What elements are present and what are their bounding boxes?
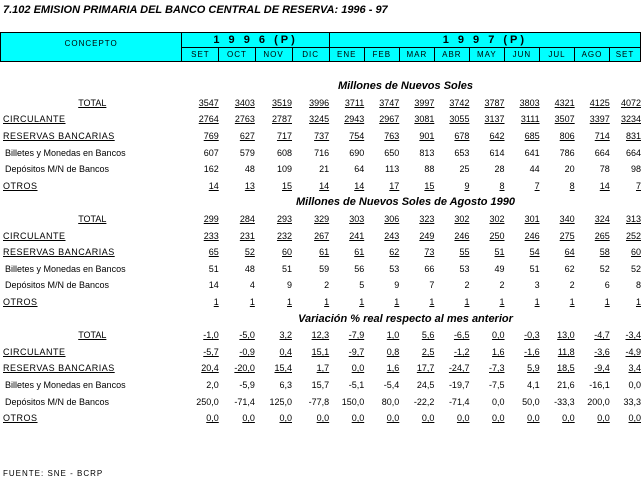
cell-value: 5,9	[527, 363, 540, 374]
cell-value: 56	[354, 263, 365, 274]
year-1996-header: 1 9 9 6 (P)	[182, 33, 329, 48]
cell-value: 2763	[234, 114, 255, 125]
cell-value: 650	[384, 147, 400, 158]
cell-value: 2787	[271, 114, 292, 125]
cell-value: 231	[239, 230, 255, 241]
cell-value: 3997	[414, 97, 435, 108]
cell-value: 3787	[484, 97, 505, 108]
cell-value: 2967	[379, 114, 400, 125]
cell-value: -7,5	[489, 379, 505, 390]
cell-value: 250	[489, 230, 505, 241]
cell-value: 0,0	[206, 413, 219, 424]
cell-value: 0,4	[279, 346, 292, 357]
cell-value: 3507	[554, 114, 575, 125]
cell-value: 3403	[234, 97, 255, 108]
cell-value: 52	[599, 263, 610, 274]
row-label: RESERVAS BANCARIAS	[3, 131, 115, 142]
cell-value: -77,8	[308, 396, 330, 407]
cell-value: 14	[208, 280, 219, 291]
cell-value: 49	[494, 263, 505, 274]
cell-value: 3081	[414, 114, 435, 125]
cell-value: -5,0	[239, 330, 255, 341]
cell-value: 8	[635, 280, 641, 291]
month-header: FEB	[364, 48, 399, 62]
cell-value: 64	[564, 247, 575, 258]
cell-value: 7	[635, 180, 641, 191]
table-row	[0, 410, 641, 427]
cell-value: 786	[559, 147, 575, 158]
cell-value: 2	[464, 280, 470, 291]
cell-value: 21,6	[557, 379, 575, 390]
cell-value: 98	[630, 164, 641, 175]
cell-value: 0,0	[242, 413, 255, 424]
month-header: NOV	[255, 48, 292, 62]
cell-value: 607	[203, 147, 219, 158]
cell-value: 1	[249, 297, 255, 308]
cell-value: 302	[454, 214, 470, 225]
cell-value: 59	[319, 263, 330, 274]
cell-value: 246	[524, 230, 540, 241]
month-header: MAR	[399, 48, 434, 62]
cell-value: 3519	[271, 97, 292, 108]
month-header: MAY	[469, 48, 504, 62]
cell-value: -71,4	[234, 396, 255, 407]
cell-value: -5,9	[239, 379, 255, 390]
cell-value: 4	[249, 280, 255, 291]
cell-value: 301	[524, 214, 540, 225]
cell-value: 717	[276, 131, 292, 142]
cell-value: 7	[429, 280, 435, 291]
cell-value: 249	[419, 230, 435, 241]
cell-value: 5,6	[421, 330, 435, 341]
cell-value: 0,0	[562, 413, 575, 424]
month-header: SET	[610, 48, 641, 62]
table-row	[0, 211, 641, 228]
cell-value: 2	[324, 280, 330, 291]
cell-value: 664	[594, 147, 610, 158]
cell-value: 1	[429, 297, 435, 308]
cell-value: 299	[203, 214, 219, 225]
month-header: DIC	[292, 48, 329, 62]
cell-value: 3111	[520, 114, 540, 125]
cell-value: 323	[419, 214, 435, 225]
row-label: Billetes y Monedas en Bancos	[5, 147, 126, 158]
cell-value: 614	[489, 147, 505, 158]
cell-value: 653	[454, 147, 470, 158]
cell-value: 1	[499, 297, 505, 308]
cell-value: 51	[208, 263, 219, 274]
cell-value: 150,0	[341, 396, 365, 407]
cell-value: 53	[459, 263, 470, 274]
row-label: OTROS	[3, 297, 38, 308]
cell-value: -24,7	[448, 363, 470, 374]
cell-value: -3,4	[625, 330, 641, 341]
row-label: Depósitos M/N de Bancos	[5, 396, 110, 407]
cell-value: 2	[499, 280, 505, 291]
cell-value: 4072	[620, 97, 641, 108]
table-row	[0, 360, 641, 377]
cell-value: -33,3	[554, 396, 575, 407]
cell-value: 13,0	[557, 330, 575, 341]
cell-value: 8	[499, 180, 505, 191]
cell-value: 12,3	[311, 330, 330, 341]
cell-value: 14	[208, 180, 219, 191]
cell-value: 678	[454, 131, 470, 142]
row-label: CIRCULANTE	[3, 230, 66, 241]
table-row	[0, 344, 641, 361]
cell-value: 901	[419, 131, 435, 142]
cell-value: -1,2	[453, 346, 470, 357]
cell-value: 252	[625, 230, 641, 241]
cell-value: 243	[384, 230, 400, 241]
row-label: OTROS	[3, 180, 38, 191]
cell-value: 5	[359, 280, 365, 291]
cell-value: 20	[564, 164, 575, 175]
table-row	[0, 261, 641, 278]
cell-value: 14	[599, 180, 610, 191]
cell-value: 14	[319, 180, 330, 191]
table-row	[0, 95, 641, 112]
data-body	[0, 78, 641, 426]
cell-value: 61	[354, 247, 365, 258]
cell-value: 51	[281, 263, 292, 274]
cell-value: 51	[494, 247, 505, 258]
section-title: Millones de Nuevos Soles de Agosto 1990	[295, 196, 516, 209]
cell-value: 0,0	[492, 396, 505, 407]
cell-value: 1	[569, 297, 575, 308]
year-1997-header: 1 9 9 7 (P)	[329, 33, 640, 48]
cell-value: 1,6	[492, 346, 505, 357]
table-row	[0, 244, 641, 261]
cell-value: 48	[244, 263, 255, 274]
cell-value: 52	[244, 247, 255, 258]
cell-value: 265	[594, 230, 610, 241]
cell-value: -4,7	[594, 330, 610, 341]
month-header: SET	[182, 48, 219, 62]
cell-value: 9	[286, 280, 292, 291]
cell-value: 306	[384, 214, 400, 225]
table-title: 7.102 EMISION PRIMARIA DEL BANCO CENTRAL DE RESERVA: 1996 - 97	[3, 4, 388, 16]
cell-value: 62	[389, 247, 400, 258]
cell-value: 2,0	[206, 379, 219, 390]
cell-value: 20,4	[201, 363, 219, 374]
cell-value: 113	[384, 164, 400, 175]
cell-value: 3547	[198, 97, 219, 108]
cell-value: 641	[524, 147, 540, 158]
cell-value: 51	[529, 263, 540, 274]
row-label: TOTAL	[78, 97, 107, 108]
cell-value: 0,0	[597, 413, 610, 424]
cell-value: 754	[349, 131, 365, 142]
cell-value: 3711	[344, 97, 365, 108]
row-label: RESERVAS BANCARIAS	[3, 247, 115, 258]
cell-value: 0,0	[628, 379, 641, 390]
cell-value: 80,0	[381, 396, 400, 407]
cell-value: -71,4	[448, 396, 470, 407]
cell-value: 60	[281, 247, 292, 258]
row-label: CIRCULANTE	[3, 114, 66, 125]
cell-value: 608	[276, 147, 292, 158]
cell-value: 769	[203, 131, 219, 142]
cell-value: 60	[630, 247, 641, 258]
column-header	[0, 32, 641, 62]
cell-value: 1	[324, 297, 330, 308]
cell-value: 2943	[344, 114, 365, 125]
cell-value: 8	[569, 180, 575, 191]
cell-value: 1	[604, 297, 610, 308]
row-label: TOTAL	[78, 330, 107, 341]
cell-value: 62	[564, 263, 575, 274]
cell-value: -19,7	[448, 379, 470, 390]
cell-value: 88	[424, 164, 435, 175]
cell-value: 3245	[309, 114, 330, 125]
cell-value: 0,0	[386, 413, 400, 424]
cell-value: 4,1	[527, 379, 540, 390]
cell-value: 1	[394, 297, 400, 308]
cell-value: 65	[208, 247, 219, 258]
cell-value: 2764	[198, 114, 219, 125]
cell-value: -4,9	[625, 346, 641, 357]
cell-value: 324	[594, 214, 610, 225]
cell-value: 1,6	[386, 363, 400, 374]
cell-value: 0,0	[351, 363, 365, 374]
cell-value: 78	[599, 164, 610, 175]
cell-value: 15	[424, 180, 435, 191]
cell-value: 21	[319, 164, 330, 175]
cell-value: 3055	[449, 114, 470, 125]
cell-value: 267	[314, 230, 330, 241]
cell-value: 17,7	[416, 363, 435, 374]
cell-value: -9,4	[594, 363, 610, 374]
month-header: OCT	[219, 48, 255, 62]
cell-value: 64	[354, 164, 365, 175]
table-row	[0, 294, 641, 311]
cell-value: 3,4	[628, 363, 641, 374]
cell-value: 232	[276, 230, 292, 241]
cell-value: 293	[276, 214, 292, 225]
table-row	[0, 128, 641, 145]
cell-value: 1,7	[316, 363, 330, 374]
row-label: CIRCULANTE	[3, 346, 66, 357]
cell-value: -5,4	[383, 379, 400, 390]
section-title: Millones de Nuevos Soles	[337, 80, 474, 93]
cell-value: 3747	[379, 97, 400, 108]
cell-value: 4125	[589, 97, 610, 108]
cell-value: 1	[464, 297, 470, 308]
cell-value: 275	[559, 230, 575, 241]
cell-value: 9	[394, 280, 400, 291]
cell-value: -22,2	[413, 396, 435, 407]
cell-value: 0,0	[628, 413, 641, 424]
cell-value: 685	[524, 131, 540, 142]
cell-value: -16,1	[589, 379, 610, 390]
cell-value: 54	[529, 247, 540, 258]
cell-value: 2,5	[421, 346, 435, 357]
cell-value: 303	[349, 214, 365, 225]
cell-value: 3234	[620, 114, 641, 125]
cell-value: 3996	[309, 97, 330, 108]
table-row	[0, 161, 641, 178]
cell-value: 6	[604, 280, 610, 291]
cell-value: 737	[314, 131, 330, 142]
cell-value: 18,5	[557, 363, 575, 374]
cell-value: 690	[349, 147, 365, 158]
cell-value: 806	[559, 131, 575, 142]
row-label: Depósitos M/N de Bancos	[5, 164, 110, 175]
section-title: Variación % real respecto al mes anterior	[298, 312, 513, 325]
cell-value: 0,0	[316, 413, 330, 424]
cell-value: 9	[464, 180, 470, 191]
cell-value: 24,5	[416, 379, 435, 390]
cell-value: 109	[276, 164, 292, 175]
cell-value: 28	[494, 164, 505, 175]
cell-value: 52	[630, 263, 641, 274]
cell-value: -7,3	[489, 363, 505, 374]
cell-value: 7	[534, 180, 540, 191]
cell-value: -5,7	[203, 346, 219, 357]
row-label: Billetes y Monedas en Bancos	[5, 263, 126, 274]
cell-value: 714	[594, 131, 610, 142]
table-row	[0, 327, 641, 344]
cell-value: 61	[319, 247, 330, 258]
cell-value: 302	[489, 214, 505, 225]
cell-value: 162	[203, 164, 219, 175]
table-row	[0, 377, 641, 394]
cell-value: 246	[454, 230, 470, 241]
cell-value: 664	[625, 147, 641, 158]
cell-value: 3803	[519, 97, 540, 108]
cell-value: 241	[349, 230, 365, 241]
cell-value: -20,0	[234, 363, 255, 374]
cell-value: 3	[534, 280, 540, 291]
table-row	[0, 393, 641, 410]
cell-value: 284	[239, 214, 255, 225]
cell-value: 0,0	[351, 413, 365, 424]
cell-value: 233	[203, 230, 219, 241]
cell-value: 33,3	[623, 396, 641, 407]
row-label: TOTAL	[78, 214, 107, 225]
cell-value: 55	[459, 247, 470, 258]
cell-value: 0,0	[421, 413, 435, 424]
cell-value: 0,0	[492, 330, 505, 341]
cell-value: 716	[314, 147, 330, 158]
cell-value: 0,0	[527, 413, 540, 424]
source-footer: FUENTE: SNE - BCRP	[3, 469, 104, 478]
cell-value: 200,0	[587, 396, 610, 407]
cell-value: 73	[424, 247, 435, 258]
cell-value: 1,0	[386, 330, 400, 341]
cell-value: 579	[239, 147, 255, 158]
cell-value: -0,9	[239, 346, 255, 357]
cell-value: 313	[625, 214, 641, 225]
table-row	[0, 227, 641, 244]
row-label: OTROS	[3, 413, 38, 424]
month-header: ABR	[434, 48, 469, 62]
cell-value: 642	[489, 131, 505, 142]
cell-value: 25	[459, 164, 470, 175]
cell-value: 3137	[484, 114, 505, 125]
cell-value: 3,2	[279, 330, 292, 341]
cell-value: 14	[354, 180, 365, 191]
cell-value: -0,3	[524, 330, 540, 341]
cell-value: 3742	[449, 97, 470, 108]
cell-value: 329	[314, 214, 330, 225]
cell-value: 1	[635, 297, 641, 308]
row-label: RESERVAS BANCARIAS	[3, 363, 115, 374]
concept-header: CONCEPTO	[1, 33, 182, 62]
cell-value: 0,0	[279, 413, 292, 424]
table-row	[0, 111, 641, 128]
cell-value: 250,0	[196, 396, 219, 407]
cell-value: 48	[244, 164, 255, 175]
month-header: AGO	[574, 48, 609, 62]
cell-value: -5,1	[348, 379, 365, 390]
cell-value: 1	[359, 297, 365, 308]
cell-value: 813	[419, 147, 435, 158]
row-label: Depósitos M/N de Bancos	[5, 280, 110, 291]
cell-value: 15	[281, 180, 292, 191]
cell-value: 17	[389, 180, 400, 191]
cell-value: 0,0	[492, 413, 505, 424]
cell-value: 4321	[554, 97, 575, 108]
cell-value: 340	[559, 214, 575, 225]
cell-value: 1	[213, 297, 219, 308]
cell-value: -1,0	[203, 330, 219, 341]
cell-value: -7,9	[348, 330, 365, 341]
cell-value: 6,3	[279, 379, 292, 390]
data-table	[0, 78, 641, 426]
cell-value: 13	[244, 180, 255, 191]
month-header: JUL	[539, 48, 574, 62]
cell-value: 0,0	[456, 413, 470, 424]
table-row	[0, 178, 641, 195]
cell-value: 1	[534, 297, 540, 308]
cell-value: -6,5	[453, 330, 470, 341]
month-header: JUN	[504, 48, 539, 62]
cell-value: 44	[529, 164, 540, 175]
month-header: ENE	[329, 48, 364, 62]
table-row	[0, 277, 641, 294]
cell-value: -1,6	[524, 346, 540, 357]
cell-value: 627	[239, 131, 255, 142]
cell-value: 15,4	[274, 363, 292, 374]
cell-value: 11,8	[557, 346, 575, 357]
cell-value: 53	[389, 263, 400, 274]
cell-value: 66	[424, 263, 435, 274]
cell-value: -9,7	[348, 346, 365, 357]
cell-value: 0,8	[386, 346, 400, 357]
cell-value: 763	[384, 131, 400, 142]
cell-value: 125,0	[269, 396, 292, 407]
cell-value: 15,7	[311, 379, 330, 390]
cell-value: -3,6	[594, 346, 610, 357]
cell-value: 1	[286, 297, 292, 308]
cell-value: 15,1	[311, 346, 330, 357]
row-label: Billetes y Monedas en Bancos	[5, 379, 126, 390]
cell-value: 831	[625, 131, 641, 142]
cell-value: 3397	[589, 114, 610, 125]
cell-value: 50,0	[522, 396, 540, 407]
cell-value: 2	[569, 280, 575, 291]
table-row	[0, 144, 641, 161]
cell-value: 58	[599, 247, 610, 258]
